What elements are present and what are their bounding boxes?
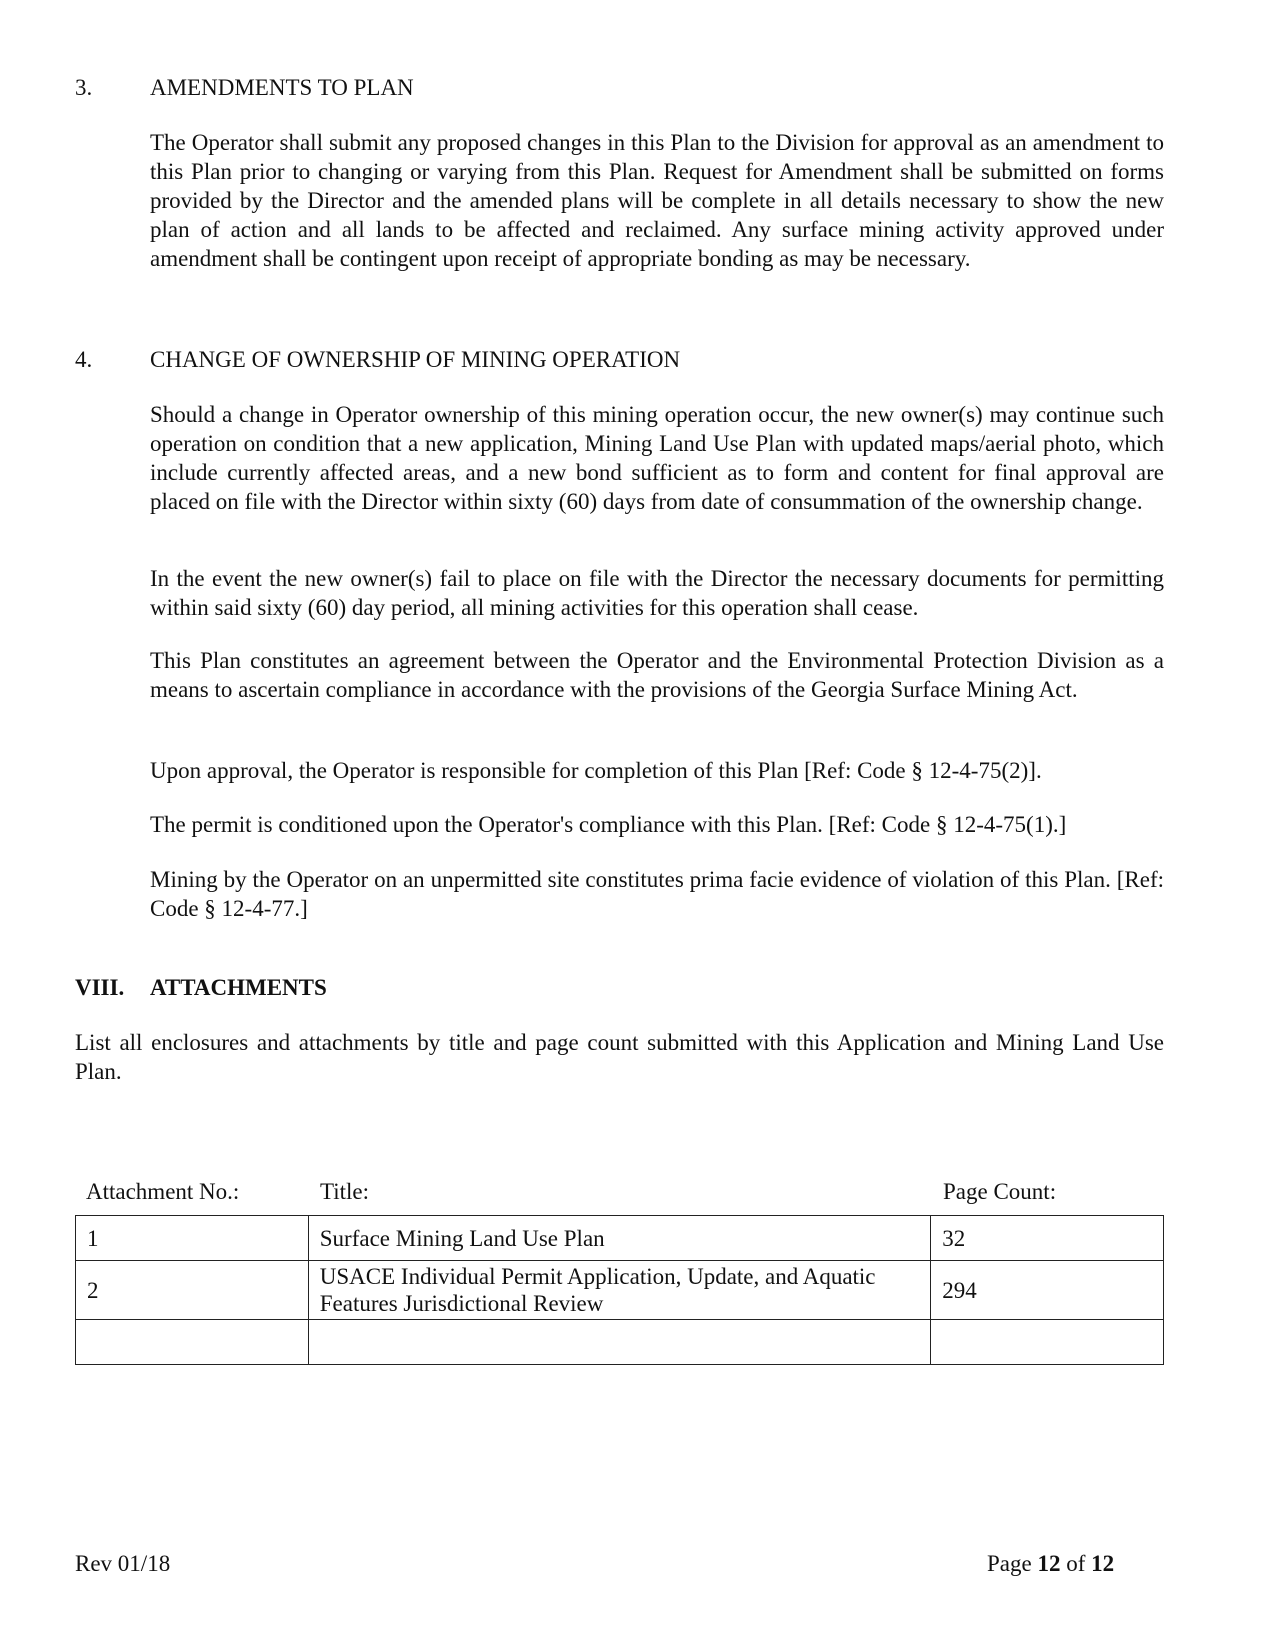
attachment-pages-cell: 32: [931, 1216, 1164, 1261]
attachments-table: [75, 1215, 1164, 1365]
ownership-change-paragraph: Should a change in Operator ownership of this mining operation occur, the new owner(s) may continue such operation on condition that a new application, Mining Land Use Plan with updated maps/aerial photo, which include currently affected areas, and a new bond sufficient as to form and content for final approval are placed on file with the Director within sixty (60) days from date of consummation of the ownership change.: [150, 402, 1164, 514]
attachment-number-cell: 1: [76, 1216, 309, 1261]
attachment-number-cell: 2: [76, 1261, 309, 1320]
attachment-pages-cell: [931, 1320, 1164, 1365]
revision-label: Rev 01/18: [75, 1551, 171, 1576]
section-3-paragraph: The Operator shall submit any proposed changes in this Plan to the Division for approval as an amendment to this Plan prior to changing or varying from this Plan. Request for Amendment shall be submitted on forms provided by the Director and the amended plans will be complete in all details necessary to show the new plan of action and all lands to be affected and reclaimed. Any surface mining activity approved under amendment shall be contingent upon receipt of appropriate bonding as may be necessary.: [150, 130, 1164, 271]
attachment-number-header: Attachment No.:: [86, 1179, 240, 1204]
attachment-title-header: Title:: [320, 1179, 370, 1204]
attachment-title-cell: USACE Individual Permit Application, Update, and Aquatic Features Jurisdictional Review: [308, 1261, 930, 1320]
section-3-number: 3.: [75, 75, 93, 100]
unpermitted-site-paragraph: Mining by the Operator on an unpermitted site constitutes prima facie evidence of violation of this Plan. [Ref: Code § 12-4-77.]: [150, 867, 1164, 921]
responsibility-paragraph: Upon approval, the Operator is responsible for completion of this Plan [Ref: Code § 12-4-75(2)].: [150, 758, 1042, 783]
total-pages: 12: [1091, 1551, 1115, 1576]
permit-cessation-paragraph: In the event the new owner(s) fail to place on file with the Director the necessary documents for permitting within said sixty (60) day period, all mining activities for this operation shall cease.: [150, 566, 1164, 620]
table-row: [76, 1320, 1164, 1365]
section-3-title: AMENDMENTS TO PLAN: [150, 75, 414, 100]
of-word: of: [1066, 1551, 1086, 1576]
attachment-number-cell: [76, 1320, 309, 1365]
section-4-title: CHANGE OF OWNERSHIP OF MINING OPERATION: [150, 347, 681, 372]
attachments-intro: List all enclosures and attachments by title and page count submitted with this Application and Mining Land Use Plan.: [75, 1030, 1164, 1084]
page-number: [987, 1549, 1114, 1578]
current-page: 12: [1037, 1551, 1061, 1576]
agreement-paragraph: This Plan constitutes an agreement between the Operator and the Environmental Protection Division as a means to ascertain compliance in accordance with the provisions of the Georgia Surface Mining Act.: [150, 648, 1164, 702]
attachment-title-cell: [308, 1320, 930, 1365]
attachment-pages-cell: 294: [931, 1261, 1164, 1320]
table-row: [76, 1261, 1164, 1320]
section-4-number: 4.: [75, 347, 93, 372]
section-8-title: ATTACHMENTS: [150, 975, 327, 1000]
attachment-pages-header: Page Count:: [943, 1179, 1057, 1204]
attachment-title-cell: Surface Mining Land Use Plan: [308, 1216, 930, 1261]
section-8-number: VIII.: [75, 975, 125, 1000]
permit-condition-paragraph: The permit is conditioned upon the Operator's compliance with this Plan. [Ref: Code § 12-4-75(1).]: [150, 812, 1067, 837]
page-word: Page: [987, 1551, 1032, 1576]
table-row: [76, 1216, 1164, 1261]
